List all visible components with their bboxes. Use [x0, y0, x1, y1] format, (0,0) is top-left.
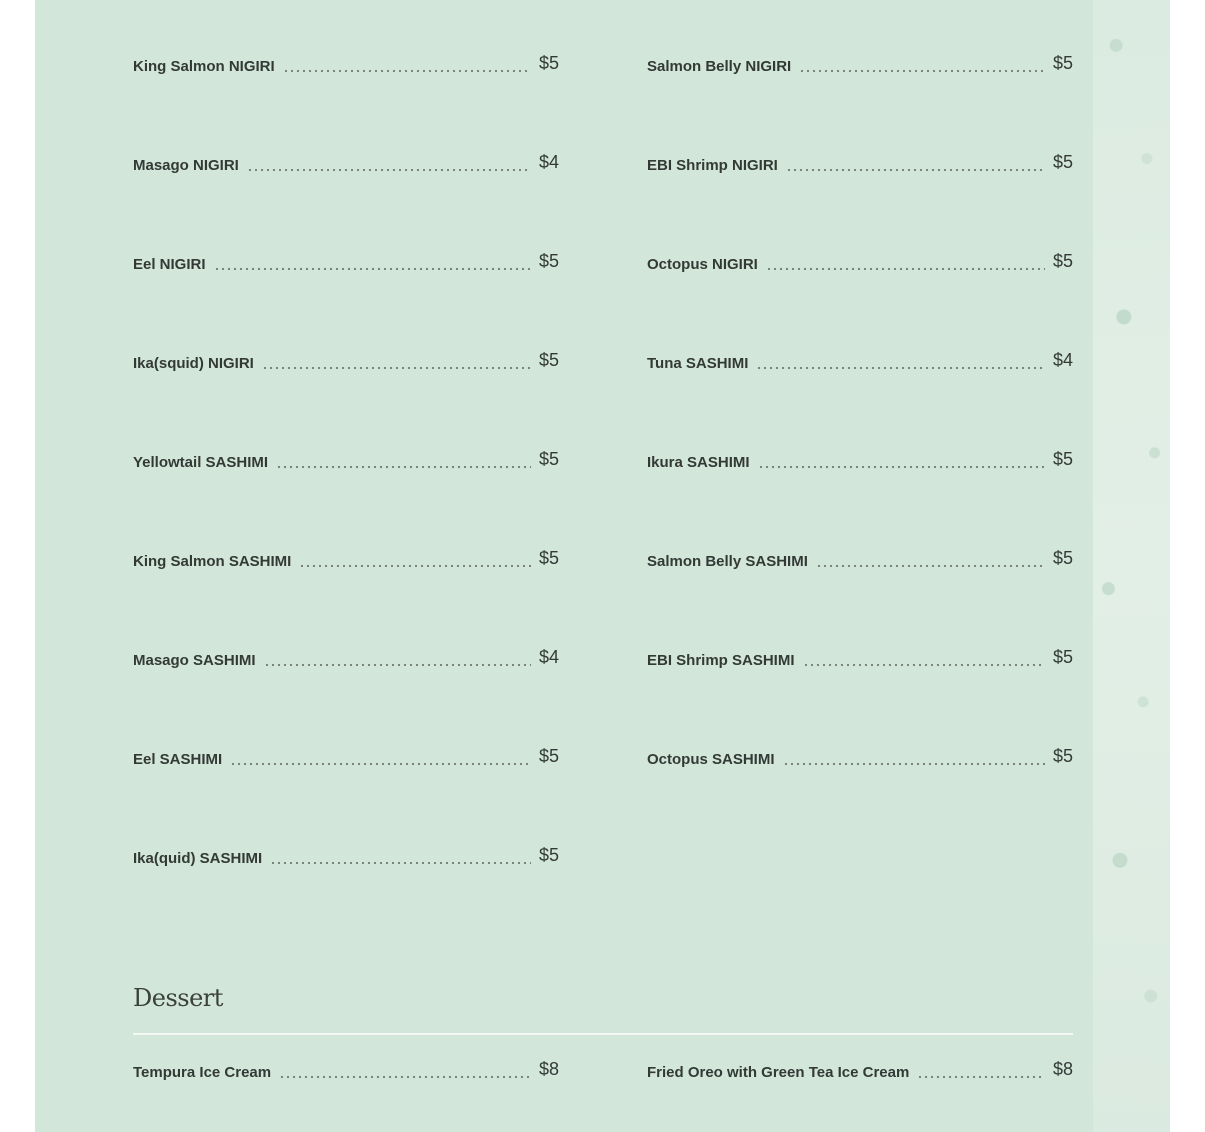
menu-item-name: Masago SASHIMI	[133, 652, 256, 669]
menu-item-name: Octopus SASHIMI	[647, 751, 775, 768]
leader-dots	[270, 861, 531, 865]
menu-item-name: Ika(squid) NIGIRI	[133, 355, 254, 372]
menu-item-name: King Salmon NIGIRI	[133, 58, 275, 75]
leader-dots	[299, 564, 531, 568]
menu-item-price: $5	[538, 845, 559, 865]
menu-item-name: Salmon Belly NIGIRI	[647, 58, 792, 75]
menu-item-price: $5	[1052, 647, 1073, 667]
menu-item-price: $5	[1052, 449, 1073, 469]
leader-dots	[783, 762, 1045, 766]
menu-item-name: King Salmon SASHIMI	[133, 553, 292, 570]
menu-item-price: $5	[1052, 746, 1073, 766]
menu-item-price: $5	[1052, 251, 1073, 271]
menu-item-price: $4	[538, 152, 559, 172]
leader-dots	[276, 465, 531, 469]
menu-item-name: Tempura Ice Cream	[133, 1064, 272, 1081]
menu-item-name: Tuna SASHIMI	[647, 355, 749, 372]
leader-dots	[262, 366, 531, 370]
menu-item-price: $8	[1052, 1059, 1073, 1079]
leader-dots	[264, 663, 531, 667]
menu-item-name: Ikura SASHIMI	[647, 454, 750, 471]
menu-item-price: $5	[538, 53, 559, 73]
menu-item-name: Yellowtail SASHIMI	[133, 454, 269, 471]
menu-item	[133, 844, 559, 868]
menu-item	[647, 151, 1073, 175]
menu-item-price: $5	[1052, 53, 1073, 73]
menu-item-price: $5	[538, 251, 559, 271]
leader-dots	[766, 267, 1045, 271]
menu-item-name: EBI Shrimp SASHIMI	[647, 652, 795, 669]
menu-item	[647, 646, 1073, 670]
menu-item-price: $5	[1052, 548, 1073, 568]
leader-dots	[279, 1075, 531, 1079]
leader-dots	[214, 267, 531, 271]
menu-item-name: Ika(quid) SASHIMI	[133, 850, 263, 867]
menu-item-name: Octopus NIGIRI	[647, 256, 758, 273]
menu-item	[133, 1058, 559, 1082]
menu-item	[133, 250, 559, 274]
menu-item	[647, 52, 1073, 76]
menu-item	[647, 448, 1073, 472]
leader-dots	[756, 366, 1045, 370]
menu-item	[647, 745, 1073, 769]
menu-item-name: Eel SASHIMI	[133, 751, 223, 768]
menu-item-price: $5	[538, 746, 559, 766]
menu-item-name: Masago NIGIRI	[133, 157, 239, 174]
menu-item	[133, 448, 559, 472]
leader-dots	[816, 564, 1045, 568]
menu-item-name: Fried Oreo with Green Tea Ice Cream	[647, 1064, 910, 1081]
menu-item-name: Eel NIGIRI	[133, 256, 206, 273]
menu-item-name: Salmon Belly SASHIMI	[647, 553, 808, 570]
leader-dots	[799, 69, 1045, 73]
menu-item-price: $4	[538, 647, 559, 667]
section-divider	[133, 1033, 1073, 1035]
section-title-dessert: Dessert	[133, 984, 223, 1012]
leader-dots	[283, 69, 531, 73]
menu-item	[133, 646, 559, 670]
menu-item-price: $4	[1052, 350, 1073, 370]
menu-item-price: $5	[1052, 152, 1073, 172]
menu-item	[647, 1058, 1073, 1082]
menu-item	[133, 547, 559, 571]
background-texture	[1093, 0, 1170, 1132]
menu-item	[647, 547, 1073, 571]
menu-item-price: $5	[538, 350, 559, 370]
menu-item-name: EBI Shrimp NIGIRI	[647, 157, 778, 174]
leader-dots	[230, 762, 531, 766]
menu-item-price: $5	[538, 449, 559, 469]
leader-dots	[786, 168, 1045, 172]
menu-item	[647, 250, 1073, 274]
menu-item-price: $5	[538, 548, 559, 568]
menu-item	[133, 745, 559, 769]
menu-item	[647, 349, 1073, 373]
menu-item	[133, 151, 559, 175]
leader-dots	[917, 1075, 1045, 1079]
menu-item-price: $8	[538, 1059, 559, 1079]
menu-item	[133, 52, 559, 76]
leader-dots	[247, 168, 531, 172]
leader-dots	[803, 663, 1045, 667]
leader-dots	[758, 465, 1045, 469]
menu-item	[133, 349, 559, 373]
